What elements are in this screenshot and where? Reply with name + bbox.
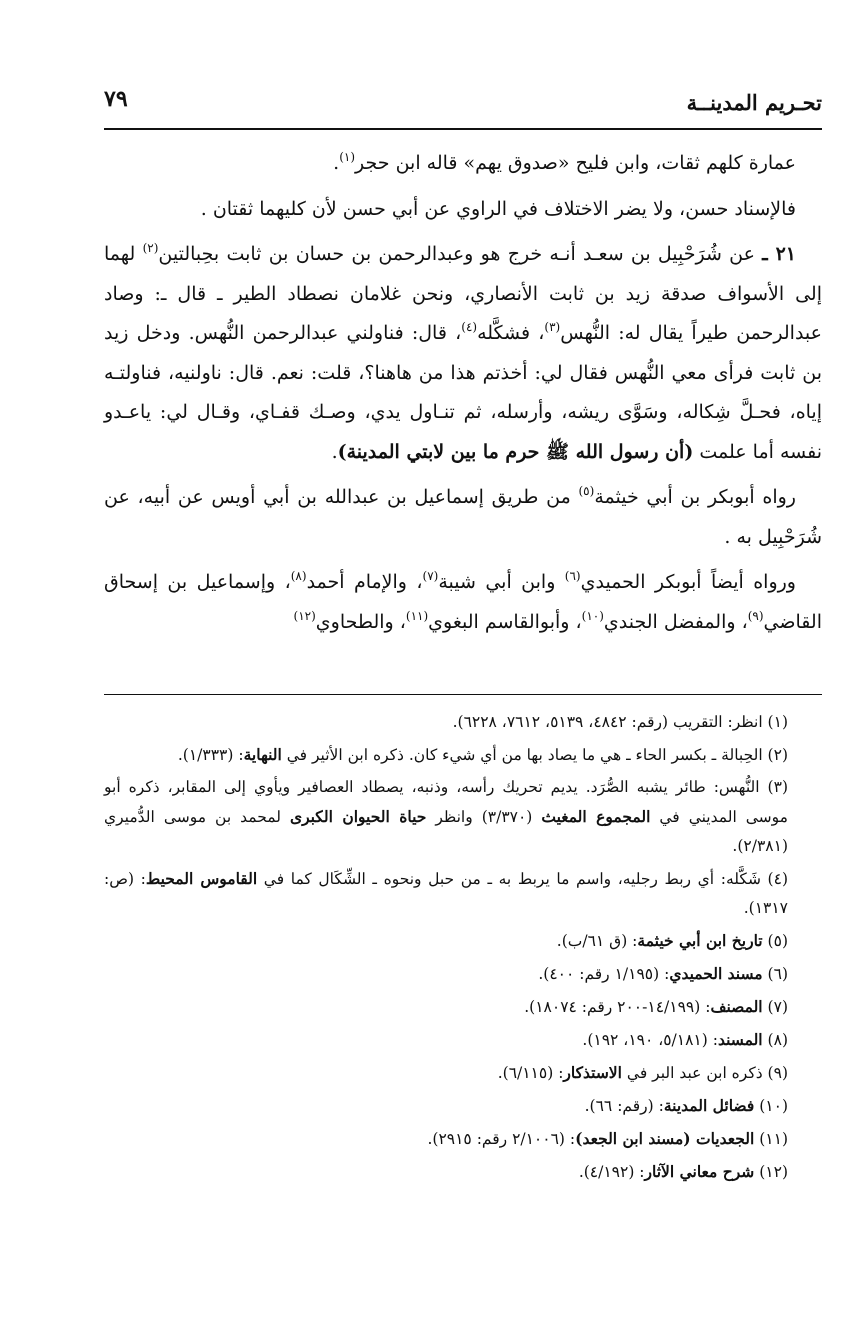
footnote-ref-3: (٣) <box>544 320 561 334</box>
footnote-4-text-b: : (ص: ١٣١٧). <box>104 870 788 917</box>
running-title: تحـريم المدينــة <box>686 90 822 115</box>
paragraph-1-text: عمارة كلهم ثقات، وابن فليح «صدوق يهم» قاله ابن حجر <box>355 152 796 174</box>
footnote-8-source: المسند <box>717 1030 763 1049</box>
paragraph-4-text-b: من طريق إسماعيل بن عبدالله بن أبي أويس عن أبيه، عن شُرَحْبِيل به . <box>104 486 822 548</box>
footnote-1-text: (١) انظر: التقريب (رقم: ٤٨٤٢، ٥١٣٩، ٧٦١٢، ٦٢٢٨). <box>452 713 788 731</box>
header-rule <box>104 128 822 130</box>
footnote-5 <box>104 926 822 956</box>
footnote-7 <box>104 992 822 1022</box>
footnote-2-text-b: : (١/٣٣٣). <box>177 746 244 764</box>
footnote-10 <box>104 1091 822 1121</box>
running-header <box>104 86 822 126</box>
paragraph-5-text-c: ، والإمام أحمد <box>306 571 423 593</box>
footnote-ref-9: (٩) <box>747 608 764 623</box>
paragraph-5-text-g: ، والطحاوي <box>315 610 406 633</box>
footnote-3-text-b: (٣/٣٧٠) وانظر <box>426 808 542 826</box>
paragraph-5 <box>104 563 822 642</box>
main-text <box>104 144 822 648</box>
paragraph-1-end: . <box>333 152 340 174</box>
footnote-10-source: فضائل المدينة <box>663 1096 755 1115</box>
footnote-3-text-a: (٣) النُّهس: طائر يشبه الصُّرَد. يديم تحريك رأسه، وذنبه، يصطاد العصافير ويأوي إلى المقابر، ذكره أبو موسى المديني في <box>104 778 788 826</box>
footnote-10-rest: : (رقم: ٦٦). <box>584 1097 664 1115</box>
footnote-10-number: (١٠) <box>759 1097 788 1115</box>
footnote-ref-6: (٦) <box>564 569 581 583</box>
hadith-text-b: لهما إلى الأسواف صدقة زيد بن ثابت الأنصاري، ونحن غلامان نصطاد الطير ـ قال ـ: وصاد عبدالرحمن طيراً يقال له: النُّهس <box>104 243 823 344</box>
footnote-ref-7: (٧) <box>422 569 439 583</box>
footnotes <box>104 708 822 1190</box>
hadith-number: ٢١ ـ <box>762 243 796 265</box>
footnote-11-source: الجعديات (مسند ابن الجعد) <box>575 1129 755 1148</box>
hadith-matn-bold: (أن رسول الله ﷺ حرم ما بين لابتي المدينة) <box>337 440 694 463</box>
paragraph-5-text-e: ، والمفضل الجندي <box>603 610 748 633</box>
footnote-12-source: شرح معاني الآثار <box>644 1162 755 1181</box>
footnote-ref-1: (١) <box>339 150 356 164</box>
footnote-12-number: (١٢) <box>759 1163 788 1181</box>
hadith-text-d: ، قال: فناولني عبدالرحمن النُّهس. ودخل زيد بن ثابت فرأى معي النُّهس فقال لي: أخذتم هذا من هاهنا؟، قلت: نعم. قال: ناولنيه، فناولتـه إياه، فحـلَّ شِكاله، وسَوَّى ريشه، وأرسله، ثم تنـاول يدي، وصـك قفـاي، وقـال لي: ياعـدو نفسه أما علمت <box>104 322 822 463</box>
paragraph-5-text-f: ، وأبوالقاسم البغوي <box>428 610 582 633</box>
hadith-text-c: ، فشكَّله <box>477 322 545 344</box>
footnote-3-source-1: المجموع المغيث <box>541 807 651 826</box>
paragraph-1 <box>104 144 822 184</box>
footnote-8 <box>104 1025 822 1055</box>
footnote-11-rest: : (٢/١٠٠٦ رقم: ٢٩١٥). <box>427 1130 576 1148</box>
footnote-ref-11: (١١) <box>405 608 429 623</box>
footnote-9-rest: : (٦/١١٥). <box>497 1064 564 1082</box>
footnote-ref-12: (١٢) <box>293 608 316 623</box>
hadith-text-a: عن شُرَحْبِيل بن سعـد أنـه خرج هو وعبدالرحمن بن حسان بن ثابت بحِبالتين <box>158 243 755 265</box>
footnote-11 <box>104 1124 822 1154</box>
footnote-7-number: (٧) <box>767 998 788 1016</box>
footnote-11-number: (١١) <box>759 1130 788 1148</box>
footnote-3 <box>104 773 822 861</box>
footnote-12-rest: : (٤/١٩٢). <box>578 1163 645 1181</box>
footnote-2-text-a: (٢) الحِبالة ـ بكسر الحاء ـ هي ما يصاد بها من أي شيء كان. ذكره ابن الأثير في <box>281 746 788 764</box>
footnote-4 <box>104 864 822 923</box>
footnote-5-source: تاريخ ابن أبي خيثمة <box>637 931 763 950</box>
paragraph-5-text-b: وابن أبي شيبة <box>438 571 565 593</box>
footnote-9-source: الاستذكار <box>563 1063 622 1082</box>
paragraph-4-text-a: رواه أبوبكر بن أبي خيثمة <box>594 486 796 508</box>
footnote-ref-8: (٨) <box>290 569 307 583</box>
footnote-9 <box>104 1058 822 1088</box>
footnote-8-number: (٨) <box>767 1031 788 1049</box>
footnote-6-source: مسند الحميدي <box>669 964 763 983</box>
footnote-2-source: النهاية <box>243 745 282 764</box>
footnote-ref-5: (٥) <box>578 484 595 498</box>
paragraph-2-text: فالإسناد حسن، ولا يضر الاختلاف في الراوي عن أبي حسن لأن كليهما ثقتان . <box>200 197 796 220</box>
footnote-7-source: المصنف <box>710 997 763 1016</box>
footnote-1 <box>104 708 822 737</box>
footnote-rule <box>104 694 822 695</box>
footnote-ref-10: (١٠) <box>581 608 604 623</box>
footnote-4-text-a: (٤) شَكَّله: أي ربط رجليه، واسم ما يربط به ـ من حبل ونحوه ـ الشِّكَال كما في <box>257 870 788 888</box>
footnote-8-rest: : (٥/١٨١، ١٩٠، ١٩٢). <box>582 1031 718 1049</box>
footnote-6-rest: : (١/١٩٥ رقم: ٤٠٠). <box>538 965 670 983</box>
footnote-12 <box>104 1157 822 1187</box>
page-number: ٧٩ <box>104 86 128 112</box>
footnote-4-source: القاموس المحيط <box>145 869 258 888</box>
footnote-5-number: (٥) <box>767 932 788 950</box>
paragraph-5-text-a: ورواه أيضاً أبوبكر الحميدي <box>580 571 796 593</box>
footnote-ref-2: (٢) <box>142 241 159 255</box>
paragraph-5-text-d: ، وإسماعيل بن إسحاق القاضي <box>104 571 822 633</box>
footnote-7-rest: : (١٤/١٩٩-٢٠٠ رقم: ١٨٠٧٤). <box>524 998 711 1016</box>
footnote-5-rest: : (ق ٦١/ب). <box>556 932 638 950</box>
footnote-9-text: (٩) ذكره ابن عبد البر في <box>621 1064 788 1082</box>
paragraph-4 <box>104 478 822 557</box>
footnote-3-text-c: لمحمد بن موسى الدُّميري (٢/٣٨١). <box>104 808 788 855</box>
footnote-6-number: (٦) <box>767 965 788 983</box>
paragraph-2 <box>104 190 822 230</box>
footnote-2 <box>104 740 822 770</box>
footnote-6 <box>104 959 822 989</box>
hadith-21 <box>104 235 822 472</box>
hadith-end: . <box>331 440 338 463</box>
footnote-ref-4: (٤) <box>461 320 478 334</box>
footnote-3-source-2: حياة الحيوان الكبرى <box>289 807 427 826</box>
